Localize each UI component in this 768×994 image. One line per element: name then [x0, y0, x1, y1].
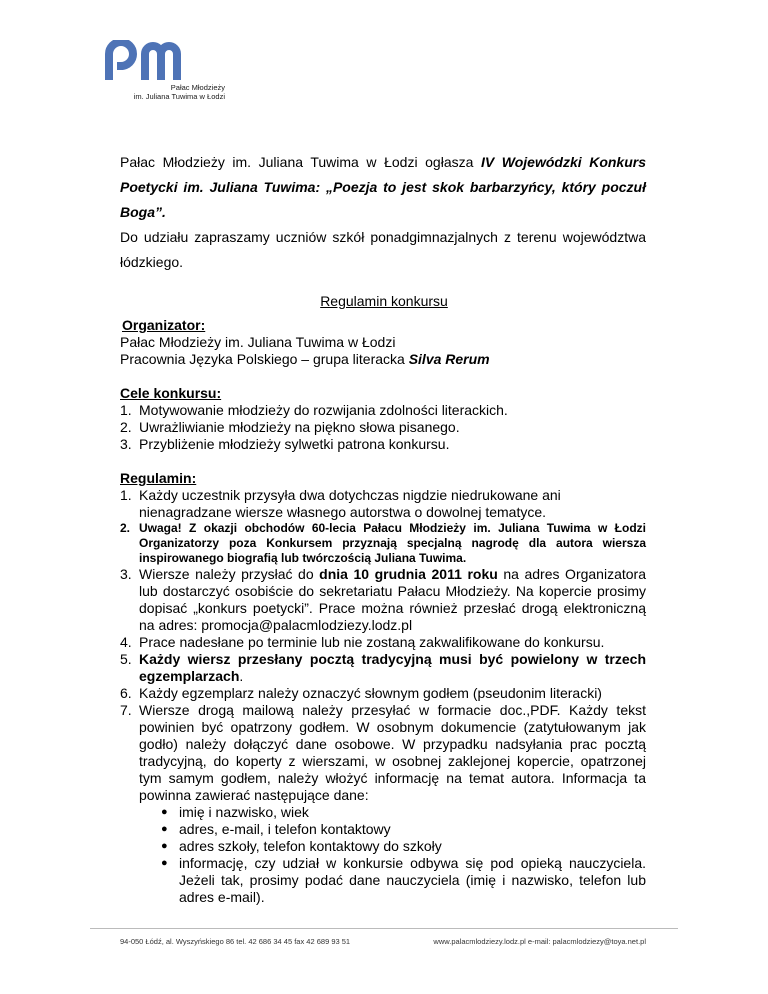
bullet-item: ● adres szkoły, telefon kontaktowy do szkoły	[161, 838, 442, 854]
regulamin-title: Regulamin konkursu	[320, 293, 448, 309]
list-item-text: .	[239, 668, 244, 684]
list-item-text: Motywowanie młodzieży do rozwijania zdolności literackich.	[139, 402, 508, 418]
cele-section	[120, 385, 646, 453]
logo-line1: Pałac Młodzieży	[170, 83, 225, 92]
silva-rerum: Silva Rerum	[408, 351, 490, 367]
intro-paragraph-2: Do udziału zapraszamy uczniów szkół ponadgimnazjalnych z terenu województwa łódzkiego.	[120, 229, 646, 270]
organizator-line-1: Pałac Młodzieży im. Juliana Tuwima w Łodzi	[120, 334, 396, 350]
list-item: 4. Prace nadesłane po terminie lub nie zostaną zakwalifikowane do konkursu.	[120, 634, 605, 650]
author-data-list	[139, 804, 646, 906]
bullet-text: informację, czy udział w konkursie odbywa się pod opieką nauczyciela. Jeżeli tak, prosimy podać dane nauczyciela (imię i nazwisko, telefon lub adres e-mail).	[179, 855, 646, 905]
organizator-section	[120, 317, 646, 368]
bullet-text: adres szkoły, telefon kontaktowy do szkoły	[179, 838, 442, 854]
footer-address: 94-050 Łódź, al. Wyszyńskiego 86 tel. 42 686 34 45 fax 42 689 93 51	[120, 937, 351, 946]
list-item-text: Wiersze należy przysłać do	[139, 566, 320, 582]
list-item-text: Uwaga! Z okazji obchodów 60-lecia Pałacu Młodzieży im. Juliana Tuwima w Łodzi Organizatorzy poza Konkursem przyznają specjalną nagrodę dla autora wiersza inspirowanego biografią lub twórczością Juliana Tuwima.	[139, 521, 646, 565]
organizator-heading: Organizator:	[122, 317, 206, 333]
document-body	[120, 317, 646, 906]
list-item-text: Każdy uczestnik przysyła dwa dotychczas nigdzie niedrukowane ani nienagradzane wiersze własnego autorstwa o dowolnej tematyce.	[139, 487, 561, 520]
list-item: 3. Wiersze należy przysłać do dnia 10 grudnia 2011 roku na adres Organizatora lub dostarczyć osobiście do sekretariatu Pałacu Młodzieży. Na kopercie prosimy dopisać „konkurs poetycki”. Prace można również przesłać drogą elektroniczną na adres: promocja@palacmlodziezy.lodz.pl	[120, 566, 646, 633]
list-item-text: Prace nadesłane po terminie lub nie zostaną zakwalifikowane do konkursu.	[139, 634, 605, 650]
bullet-text: imię i nazwisko, wiek	[179, 804, 309, 820]
list-item-text: Każdy wiersz przesłany pocztą tradycyjną musi być powielony w trzech egzemplarzach	[139, 651, 646, 684]
list-item: 3. Przybliżenie młodzieży sylwetki patrona konkursu.	[120, 436, 450, 452]
list-item: 6. Każdy egzemplarz należy oznaczyć słownym godłem (pseudonim literacki)	[120, 685, 602, 701]
footer-divider	[90, 928, 678, 929]
list-item: 2. Uwrażliwianie młodzieży na piękno słowa pisanego.	[120, 419, 460, 435]
logo-text	[105, 83, 225, 101]
list-item: 5. Każdy wiersz przesłany pocztą tradycyjną musi być powielony w trzech egzemplarzach.	[120, 651, 646, 684]
list-item: 2. Uwaga! Z okazji obchodów 60-lecia Pałacu Młodzieży im. Juliana Tuwima w Łodzi Organizatorzy poza Konkursem przyznają specjalną nagrodę dla autora wiersza inspirowanego biografią lub twórczością Juliana Tuwima.	[120, 521, 646, 565]
list-item-text: Każdy egzemplarz należy oznaczyć słownym godłem (pseudonim literacki)	[139, 685, 602, 701]
bullet-item: ● adres, e-mail, i telefon kontaktowy	[161, 821, 391, 837]
pm-logo-mark	[105, 40, 195, 80]
list-item-text: Przybliżenie młodzieży sylwetki patrona konkursu.	[139, 436, 450, 452]
regulamin-heading: Regulamin:	[120, 470, 197, 486]
list-item-text: na adres Organizatora lub dostarczyć osobiście do sekretariatu Pałacu Młodzieży. Na kopercie prosimy dopisać „konkurs poetycki”. Prace można również przesłać drogą elektroniczną na adres: promocja@palacmlodziezy.lodz.pl	[139, 566, 646, 633]
list-item-text: Uwrażliwianie młodzieży na piękno słowa pisanego.	[139, 419, 460, 435]
organizator-line-2	[120, 351, 646, 368]
deadline-date: dnia 10 grudnia 2011 roku	[319, 566, 498, 582]
logo	[105, 40, 225, 110]
list-item-text: Wiersze drogą mailową należy przesyłać w formacie doc.,PDF. Każdy tekst powinien być opatrzony godłem. W osobnym dokumencie (zatytułowanym jak godło) należy dołączyć dane osobowe. W przypadku nadsyłania prac pocztą tradycyjną, do koperty z wierszami, w osobnej zaklejonej kopercie, opatrzonej tym samym godłem, należy włożyć informację na temat autora. Informacja ta powinna zawierać następujące dane:	[139, 702, 646, 803]
intro-paragraph-1	[120, 150, 646, 225]
organizator-line-2-text: Pracownia Języka Polskiego – grupa literacka	[120, 351, 409, 367]
list-item: 1. Motywowanie młodzieży do rozwijania zdolności literackich.	[120, 402, 508, 418]
regulamin-section	[120, 470, 646, 906]
footer-contact: www.palacmlodziezy.lodz.pl e-mail: palacmlodziezy@toya.net.pl	[433, 937, 646, 946]
list-item: 7. Wiersze drogą mailową należy przesyłać w formacie doc.,PDF. Każdy tekst powinien być opatrzony godłem. W osobnym dokumencie (zatytułowanym jak godło) należy dołączyć dane osobowe. W przypadku nadsyłania prac pocztą tradycyjną, do koperty z wierszami, w osobnej zaklejonej kopercie, opatrzonej tym samym godłem, należy włożyć informację na temat autora. Informacja ta powinna zawierać następujące dane: ● imię i nazwisko, wiek ● adres, e-mail, i telefon kontaktowy ● adres szkoły, telefon kontaktowy do szkoły ● informację, czy udział w konkursie odbywa się pod opieką nauczyciela. Jeżeli tak, prosimy podać dane nauczyciela (imię i nazwisko, telefon lub adres e-mail).	[120, 702, 646, 905]
bullet-item: ● informację, czy udział w konkursie odbywa się pod opieką nauczyciela. Jeżeli tak, prosimy podać dane nauczyciela (imię i nazwisko, telefon lub adres e-mail).	[161, 855, 646, 905]
regulamin-list	[120, 487, 646, 906]
logo-line2: im. Juliana Tuwima w Łodzi	[133, 92, 225, 101]
bullet-item: ● imię i nazwisko, wiek	[161, 804, 309, 820]
bullet-text: adres, e-mail, i telefon kontaktowy	[179, 821, 391, 837]
intro-text: Pałac Młodzieży im. Juliana Tuwima w Łodzi ogłasza	[120, 154, 481, 170]
intro	[120, 150, 646, 275]
cele-list	[120, 402, 646, 453]
list-item: 1. Każdy uczestnik przysyła dwa dotychczas nigdzie niedrukowane ani nienagradzane wiersze własnego autorstwa o dowolnej tematyce.	[120, 487, 561, 520]
cele-heading: Cele konkursu:	[120, 385, 222, 401]
contest-title: IV Wojewódzki Konkurs Poetycki im. Juliana Tuwima: „Poezja to jest skok barbarzyńcy, który poczuł Boga”.	[120, 154, 646, 220]
